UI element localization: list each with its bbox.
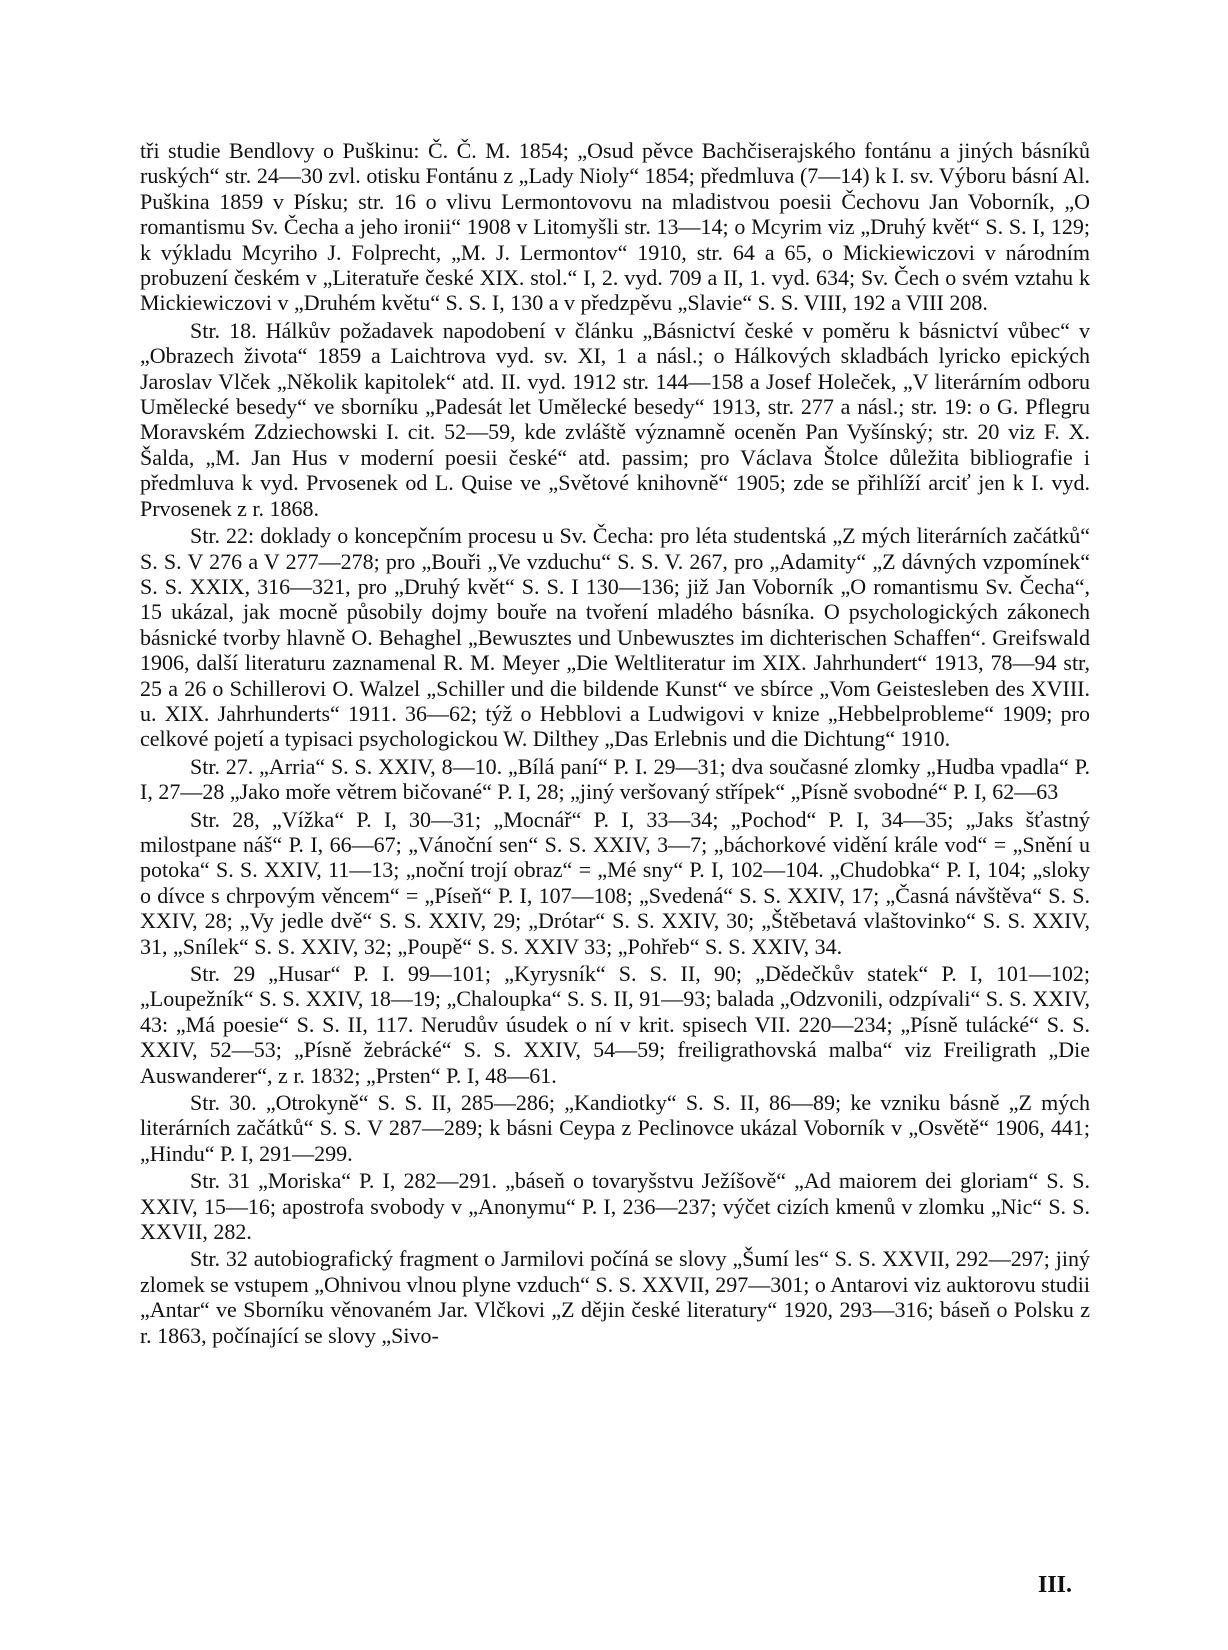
paragraph-9: Str. 32 autobiografický fragment o Jarmilovi počíná se slovy „Šumí les“ S. S. XXVII, 292—297; jiný zlomek se vstupem „Ohnivou vlnou plyne vzduch“ S. S. XXVII, 297—301; o Antarovi viz auktorovu studii „Antar“ ve Sborníku věnovaném Jar. Vlčkovi „Z dějin české literatury“ 1920, 293—316; báseň o Polsku z r. 1863, počínající se slovy „Sivo- (140, 1246, 1090, 1348)
paragraph-6: Str. 29 „Husar“ P. I. 99—101; „Kyrysník“ S. S. II, 90; „Dědečkův statek“ P. I, 101—102; „Loupežník“ S. S. XXIV, 18—19; „Chaloupka“ S. S. II, 91—93; balada „Odzvonili, odzpívali“ S. S. XXIV, 43: „Má poesie“ S. S. II, 117. Nerudův úsudek o ní v krit. spisech VII. 220—234; „Písně tulácké“ S. S. XXIV, 52—53; „Písně žebrácké“ S. S. XXIV, 54—59; freiligrathovská malba“ viz Freiligrath „Die Auswanderer“, z r. 1832; „Prsten“ P. I, 48—61. (140, 961, 1090, 1088)
paragraph-2: Str. 18. Hálkův požadavek napodobení v článku „Básnictví české v poměru k básnictví vůbec“ v „Obrazech života“ 1859 a Laichtrova vyd. sv. XI, 1 a násl.; o Hálkových skladbách lyricko epických Jaroslav Vlček „Několik kapitolek“ atd. II. vyd. 1912 str. 144—158 a Josef Holeček, „V literárním odboru Umělecké besedy“ ve sborníku „Padesát let Umělecké besedy“ 1913, str. 277 a násl.; str. 19: o G. Pflegru Moravském Zdziechowski I. cit. 52—59, kde zvláště významně oceněn Pan Vyšínský; str. 20 viz F. X. Šalda, „M. Jan Hus v moderní poesii české“ atd. passim; pro Václava Štolce důležita bibliografie i předmluva k vyd. Prvosenek od L. Quise ve „Světové knihovně“ 1905; zde se přihlíží arciť jen k I. vyd. Prvosenek z r. 1868. (140, 317, 1090, 521)
page-body (140, 138, 1090, 1350)
paragraph-8: Str. 31 „Moriska“ P. I, 282—291. „báseň o tovaryšstvu Ježíšově“ „Ad maiorem dei gloriam“ S. S. XXIV, 15—16; apostrofa svobody v „Anonymu“ P. I, 236—237; výčet cizích kmenů v zlomku „Nic“ S. S. XXVII, 282. (140, 1168, 1090, 1245)
paragraph-1: tři studie Bendlovy o Puškinu: Č. Č. M. 1854; „Osud pěvce Bachčiserajského fontánu a jiných básníků ruských“ str. 24—30 zvl. otisku Fontánu z „Lady Nioly“ 1854; předmluva (7—14) k I. sv. Výboru básní Al. Puškina 1859 v Písku; str. 16 o vlivu Lermontovovu na mladistvou poesii Čechovu Jan Voborník, „O romantismu Sv. Čecha a jeho ironii“ 1908 v Litomyšli str. 13—14; o Mcyrim viz „Druhý květ“ S. S. I, 129; k výkladu Mcyriho J. Folprecht, „M. J. Lermontov“ 1910, str. 64 a 65, o Mickiewiczovi v národním probuzení českém v „Literatuře české XIX. stol.“ I, 2. vyd. 709 a II, 1. vyd. 634; Sv. Čech o svém vztahu k Mickiewiczovi v „Druhém květu“ S. S. I, 130 a v předzpěvu „Slavie“ S. S. VIII, 192 a VIII 208. (140, 138, 1090, 316)
paragraph-5: Str. 28, „Vížka“ P. I, 30—31; „Mocnář“ P. I, 33—34; „Pochod“ P. I, 34—35; „Jaks šťastný milostpane náš“ P. I, 66—67; „Vánoční sen“ S. S. XXIV, 3—7; „báchorkové vidění krále vod“ = „Snění u potoka“ S. S. XXIV, 11—13; „noční trojí obraz“ = „Mé sny“ P. I, 102—104. „Chudobka“ P. I, 104; „sloky o dívce s chrpovým věncem“ = „Píseň“ P. I, 107—108; „Svedená“ S. S. XXIV, 17; „Časná návštěva“ S. S. XXIV, 28; „Vy jedle dvě“ S. S. XXIV, 29; „Drótar“ S. S. XXIV, 30; „Štěbetavá vlaštovinko“ S. S. XXIV, 31, „Snílek“ S. S. XXIV, 32; „Poupě“ S. S. XXIV 33; „Pohřeb“ S. S. XXIV, 34. (140, 806, 1090, 959)
paragraph-3: Str. 22: doklady o koncepčním procesu u Sv. Čecha: pro léta studentská „Z mých literárních začátků“ S. S. V 276 a V 277—278; pro „Bouři „Ve vzduchu“ S. S. V. 267, pro „Adamity“ „Z dávných vzpomínek“ S. S. XXIX, 316—321, pro „Druhý květ“ S. S. I 130—136; již Jan Voborník „O romantismu Sv. Čecha“, 15 ukázal, jak mocně působily dojmy bouře na tvoření mladého básníka. O psychologických zákonech básnické tvorby hlavně O. Behaghel „Bewusztes und Unbewusztes im dichterischen Schaffen“. Greifswald 1906, další literaturu zaznamenal R. M. Meyer „Die Weltliteratur im XIX. Jahrhundert“ 1913, 78—94 str, 25 a 26 o Schillerovi O. Walzel „Schiller und die bildende Kunst“ ve sbírce „Vom Geistesleben des XVIII. u. XIX. Jahrhunderts“ 1911. 36—62; týž o Hebblovi a Ludwigovi v knize „Hebbelprobleme“ 1909; pro celkové pojetí a typisaci psychologickou W. Dilthey „Das Erlebnis und die Dichtung“ 1910. (140, 523, 1090, 752)
paragraph-4: Str. 27. „Arria“ S. S. XXIV, 8—10. „Bílá paní“ P. I. 29—31; dva současné zlomky „Hudba vpadla“ P. I, 27—28 „Jako moře větrem bičované“ P. I, 28; „jiný veršovaný střípek“ „Písně svobodné“ P. I, 62—63 (140, 753, 1090, 805)
page-number: III. (1038, 1572, 1073, 1598)
paragraph-7: Str. 30. „Otrokyně“ S. S. II, 285—286; „Kandiotky“ S. S. II, 86—89; ke vzniku básně „Z mých literárních začátků“ S. S. V 287—289; k básni Ceypa z Peclinovce ukázal Voborník v „Osvětě“ 1906, 441; „Hindu“ P. I, 291—299. (140, 1090, 1090, 1166)
